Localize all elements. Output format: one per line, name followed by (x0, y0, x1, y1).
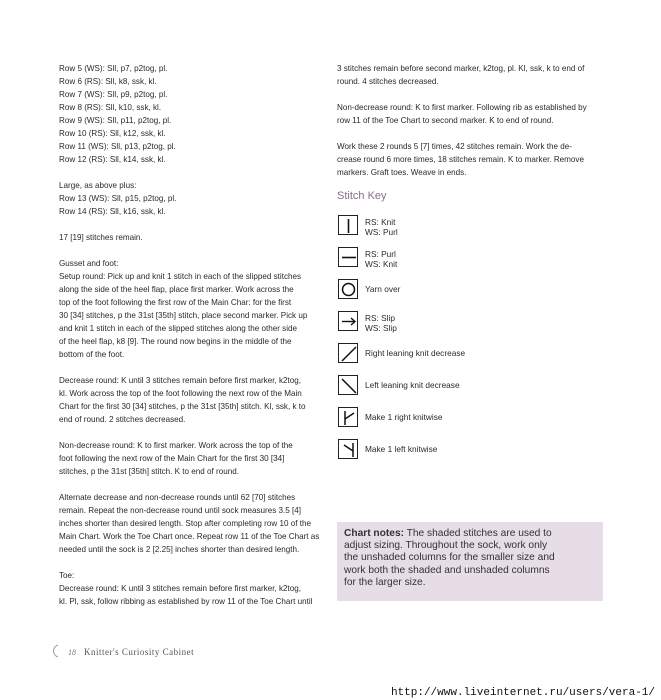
text-line: foot following the next row of the Main Chart for the first 30 [34] (59, 454, 285, 463)
make-one-right-icon (338, 407, 358, 427)
text-line: Non-decrease round: K to first marker. Work across the top of the (59, 441, 293, 450)
knit-icon (338, 215, 358, 235)
chart-notes-text: The shaded stitches are used to (404, 528, 552, 539)
non-decrease-paragraph (337, 101, 607, 127)
text-line: Non-decrease round: K to first marker. Following rib as established by (337, 103, 587, 112)
rows-a (59, 62, 329, 166)
stitch-key-item (337, 407, 607, 439)
text-line: top of the foot following the first row of the Main Char: for the first (59, 298, 292, 307)
stitch-key-label (365, 284, 400, 294)
stitch-key-item (337, 375, 607, 407)
large-intro: Large, as above plus: (59, 181, 137, 190)
row-line: Row 13 (WS): Sll, p15, p2tog, pl. (59, 194, 177, 203)
decrease-paragraph (59, 374, 329, 426)
chart-notes-box (337, 522, 603, 601)
row-line: Row 7 (WS): Sll, p9, p2tog, pl. (59, 90, 168, 99)
stitch-key-title: Stitch Key (337, 190, 387, 202)
stitch-key-label (365, 348, 465, 358)
stitch-key-item (337, 247, 607, 279)
chart-notes-text: for the larger size. (344, 576, 426, 588)
key-line: RS: Purl (365, 249, 396, 259)
page-ornament-icon (50, 644, 60, 660)
right-column (337, 62, 607, 471)
stitch-key-label (365, 313, 397, 333)
left-decrease-icon (338, 375, 358, 395)
continuation-paragraph (337, 62, 607, 88)
row-line: Row 12 (RS): Sll, k14, ssk, kl. (59, 155, 166, 164)
right-decrease-icon (338, 343, 358, 363)
purl-icon (338, 247, 358, 267)
text-line: Setup round: Pick up and knit 1 stitch in each of the slipped stitches (59, 272, 302, 281)
chart-notes-text: adjust sizing. Throughout the sock, work only (344, 540, 548, 552)
stitch-key-label (365, 412, 442, 422)
text-line: needed until the sock is 2 [2.25] inches shorter than desired length. (59, 545, 300, 554)
text-line: kl. Pl, ssk, follow ribbing as established by row 11 of the Toe Chart until (59, 597, 313, 606)
row-line: Row 9 (WS): Sll, p11, p2tog, pl. (59, 116, 172, 125)
stitch-key-label (365, 444, 437, 454)
text-line: stitches, p the 31st [35th] stitch. K to end of round. (59, 467, 239, 476)
page-number: 18 (68, 647, 76, 657)
text-line: Chart for the first 30 [34] stitches, p the 31st [35th] stitch. Kl, ssk, k to (59, 402, 306, 411)
text-line: Alternate decrease and non-decrease rounds until 62 [70] stitches (59, 493, 296, 502)
toe-heading: Toe: (59, 571, 75, 580)
stitch-key-label (365, 380, 460, 390)
make-one-left-icon (338, 439, 358, 459)
text-line: of the heel flap, k8 [9]. The round now begins in the middle of the (59, 337, 292, 346)
row-line: Row 5 (WS): Sll, p7, p2tog, pl. (59, 64, 168, 73)
key-line: Yarn over (365, 284, 401, 294)
stitch-key-item (337, 311, 607, 343)
row-line: Row 11 (WS): Sll, p13, p2tog, pl. (59, 142, 176, 151)
key-line: Make 1 right knitwise (365, 412, 443, 422)
gusset-heading: Gusset and foot: (59, 259, 119, 268)
page-footer (50, 644, 194, 660)
text-line: bottom of the foot. (59, 350, 125, 359)
key-line: WS: Knit (365, 259, 398, 269)
watermark-url: http://www.liveinternet.ru/users/vera-1/ (390, 687, 655, 699)
stitch-key-item (337, 279, 607, 311)
text-line: Decrease round: K until 3 stitches remain before first marker, k2tog, (59, 376, 302, 385)
setup-paragraph (59, 270, 329, 361)
text-line: 30 [34] stitches, p the 31st [35th] stitch, place second marker. Pick up (59, 311, 308, 320)
alternate-paragraph (59, 491, 329, 556)
stitch-key (337, 215, 607, 471)
stitch-key-item (337, 343, 607, 375)
stitch-key-item (337, 439, 607, 471)
key-line: RS: Knit (365, 217, 396, 227)
stitch-key-label (365, 249, 397, 269)
text-line: inches shorter than desired length. Stop after completing row 10 of the (59, 519, 311, 528)
text-line: and knit 1 stitch in each of the slipped stitches along the other side (59, 324, 298, 333)
row-line: Row 8 (RS): Sll, k10, ssk, kl. (59, 103, 162, 112)
yarn-over-icon (338, 279, 358, 299)
text-line: kl. Work across the top of the foot following the next row of the Main (59, 389, 302, 398)
text-line: round. 4 stitches decreased. (337, 77, 439, 86)
chart-notes-text: work both the shaded and unshaded columns (344, 564, 550, 576)
key-line: WS: Slip (365, 323, 397, 333)
stitches-remain: 17 [19] stitches remain. (59, 233, 143, 242)
text-line: row 11 of the Toe Chart to second marker. K to end of round. (337, 116, 554, 125)
key-line: WS: Purl (365, 227, 398, 237)
work-these-paragraph (337, 140, 607, 179)
text-line: remain. Repeat the non-decrease round until sock measures 3.5 [4] (59, 506, 302, 515)
text-line: Main Chart. Work the Toe Chart once. Repeat row 11 of the Toe Chart as (59, 532, 320, 541)
chart-notes-text: the unshaded columns for the smaller size and (344, 552, 555, 564)
text-line: end of round. 2 stitches decreased. (59, 415, 186, 424)
text-line: along the side of the heel flap, place first marker. Work across the (59, 285, 294, 294)
non-decrease-paragraph (59, 439, 329, 478)
text-line: crease round 6 more times, 18 stitches remain. K to marker. Remove (337, 155, 584, 164)
key-line: Right leaning knit decrease (365, 348, 466, 358)
left-column (59, 62, 329, 608)
text-line: Work these 2 rounds 5 [7] times, 42 stitches remain. Work the de- (337, 142, 572, 151)
key-line: Make 1 left knitwise (365, 444, 438, 454)
running-title: Knitter's Curiosity Cabinet (84, 647, 195, 657)
row-line: Row 6 (RS): Sll, k8, ssk, kl. (59, 77, 157, 86)
stitch-key-label (365, 217, 398, 237)
text-line: markers. Graft toes. Weave in ends. (337, 168, 467, 177)
slip-icon (338, 311, 358, 331)
toe-paragraph (59, 582, 329, 608)
row-line: Row 14 (RS): Sll, k16, ssk, kl. (59, 207, 166, 216)
key-line: Left leaning knit decrease (365, 380, 460, 390)
text-line: 3 stitches remain before second marker, k2tog, pl. Kl, ssk, k to end of (337, 64, 585, 73)
stitch-key-item (337, 215, 607, 247)
row-line: Row 10 (RS): Sll, k12, ssk, kl. (59, 129, 166, 138)
key-line: RS: Slip (365, 313, 395, 323)
text-line: Decrease round: K until 3 stitches remain before first marker, k2tog, (59, 584, 302, 593)
chart-notes-label: Chart notes: (344, 528, 404, 539)
